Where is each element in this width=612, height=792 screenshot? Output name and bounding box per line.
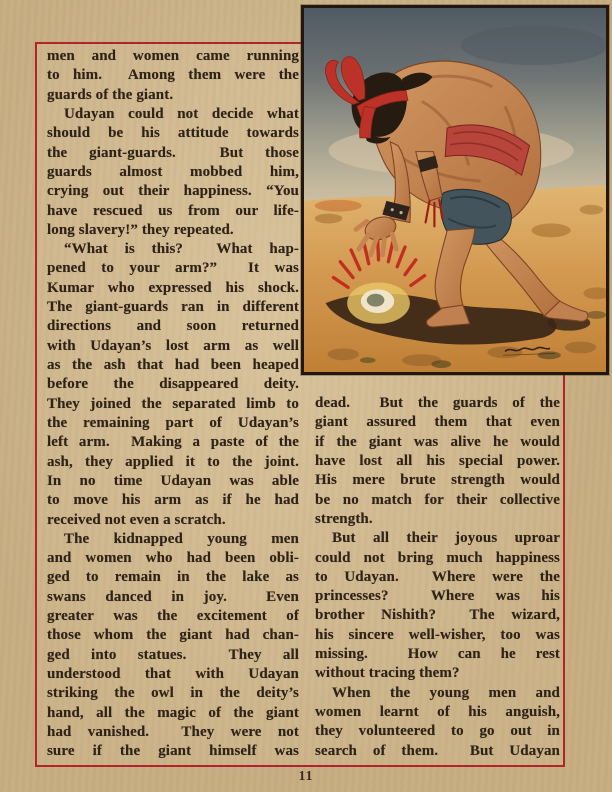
text-line: missing. How can he rest (315, 646, 560, 663)
text-line: brother Nishith? The wizard, (315, 607, 560, 624)
text-line: princesses? Where was his (315, 588, 560, 605)
text-line: The giant-guards ran in different (47, 299, 299, 316)
text-line: women learnt of his anguish, (315, 704, 560, 720)
text-line: left arm. Making a paste of the (47, 434, 299, 451)
text-line: giant assured them that even (315, 414, 560, 431)
text-line: to Udayan. Where were the (315, 568, 560, 585)
text-line: When the young men and (332, 684, 560, 701)
text-line: dead. But the guards of the (315, 395, 560, 411)
text-line: guards of the giant. (47, 86, 174, 103)
text-line: directions and soon returned (47, 318, 299, 335)
text-line: and women who had been obli- (47, 550, 299, 567)
text-line: to him. Among them were the (47, 67, 299, 84)
text-line: those whom the giant had chan- (47, 627, 299, 644)
text-line: have lost all his special power. (315, 452, 560, 469)
text-line: the remaining part of Udayan’s (47, 414, 299, 431)
text-line: sure if the giant himself was (47, 743, 299, 760)
text-line: ged to remain in the lake as (47, 569, 299, 586)
text-line: should be his attitude towards (47, 125, 299, 142)
text-line: Kumar who expressed his shock. (47, 279, 299, 296)
text-line: Udayan could not decide what (64, 105, 299, 122)
text-line: strength. (315, 510, 373, 527)
text-line: pened to your arm?” It was (47, 260, 299, 277)
text-line: swans danced in joy. Even (47, 588, 299, 605)
text-line: men and women came running (47, 48, 299, 64)
text-line: “What is this? What hap- (64, 241, 299, 258)
text-line: crying out their happiness. “You (47, 183, 299, 200)
text-line: greater was the excitement of (47, 608, 299, 625)
text-line: could not bring much happiness (315, 549, 560, 566)
text-line: They joined the separated limb to (47, 395, 299, 412)
text-line: to move his arm as if he had (47, 492, 299, 509)
text-line: be no match for their collective (315, 491, 560, 508)
text-line: they volunteered to go out in (315, 723, 560, 740)
text-line: His mere brute strength would (315, 472, 560, 489)
text-line: But all their joyous uproar (332, 530, 560, 547)
text-line: his sincere well-wisher, too was (315, 626, 560, 643)
text-line: long slavery!” they repeated. (47, 221, 234, 238)
text-line: The kidnapped young men (64, 530, 299, 547)
text-line: ged into statues. They all (47, 646, 299, 663)
right-text-column (315, 394, 560, 761)
text-line: had vanished. They were not (47, 723, 299, 740)
text-line: the giant-guards. But those (47, 144, 299, 161)
text-line: guards almost mobbed him, (47, 163, 299, 180)
text-line: have rescued us from our life- (47, 202, 299, 219)
text-line: striking the owl in the deity’s (47, 685, 299, 702)
text-line: search of them. But Udayan (315, 742, 560, 759)
text-line: if the giant was alive he would (315, 433, 560, 450)
giant-painting (304, 8, 606, 372)
page-number: 11 (298, 768, 314, 783)
text-line: with Udayan’s lost arm as well (47, 337, 299, 354)
text-line: as the ash that had been heaped (47, 357, 299, 373)
text-line: received not even a scratch. (47, 511, 226, 528)
text-line: before the disappeared deity. (47, 376, 299, 393)
text-line: hand, all the magic of the giant (47, 704, 299, 721)
text-line: In no time Udayan was able (47, 472, 299, 489)
text-line: without tracing them? (315, 665, 460, 682)
text-line: ash, they applied it to the joint. (47, 453, 299, 470)
story-illustration (301, 5, 609, 375)
text-line: understood that with Udayan (47, 666, 299, 682)
left-text-column (47, 47, 299, 762)
